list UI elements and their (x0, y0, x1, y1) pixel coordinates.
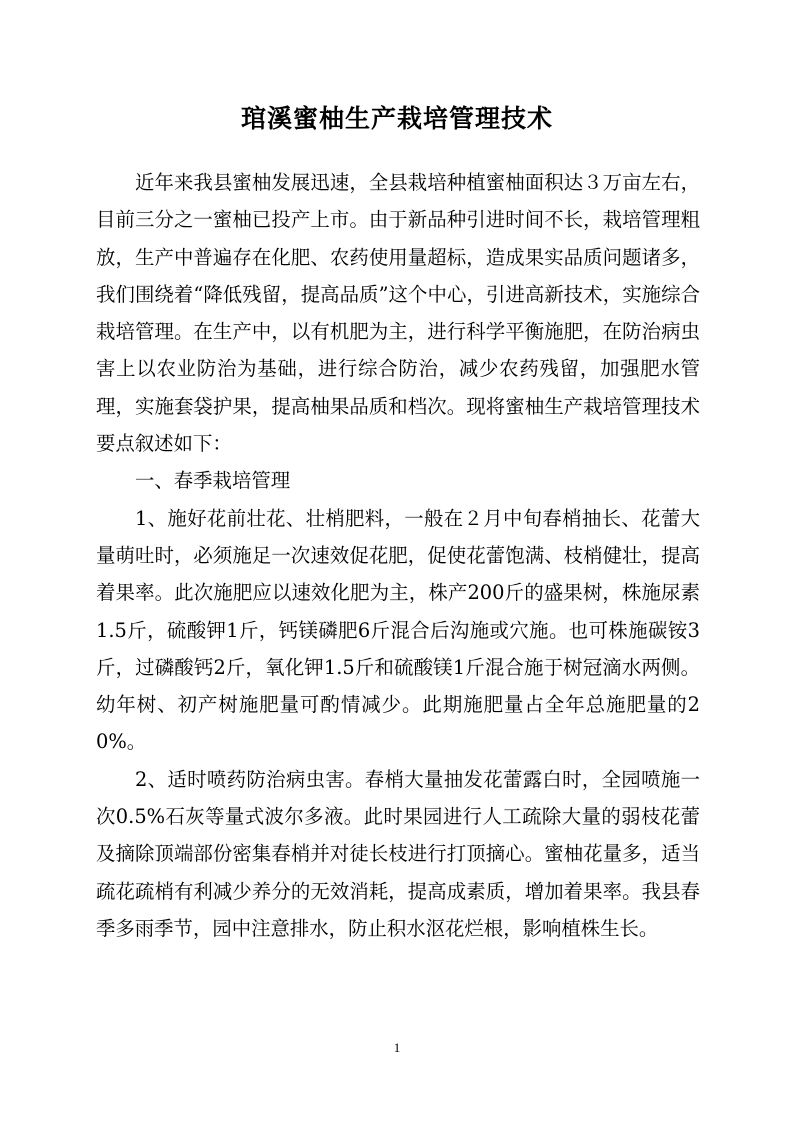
intro-paragraph: 近年来我县蜜柚发展迅速，全县栽培种植蜜柚面积达３万亩左右，目前三分之一蜜柚已投产上市。由于新品种引进时间不长，栽培管理粗放，生产中普遍存在化肥、农药使用量超标，造成果实品质问题诸多，我们围绕着“降低残留，提高品质”这个中心，引进高新技术，实施综合栽培管理。在生产中，以有机肥为主，进行科学平衡施肥，在防治病虫害上以农业防治为基础，进行综合防治，减少农药残留，加强肥水管理，实施套袋护果，提高柚果品质和档次。现将蜜柚生产栽培管理技术要点叙述如下： (96, 171, 700, 456)
section-heading-spring: 一、春季栽培管理 (135, 469, 291, 493)
document-title: 琯溪蜜柚生产栽培管理技术 (240, 104, 553, 133)
fertilizer-paragraph: 1、施好花前壮花、壮梢肥料，一般在２月中旬春梢抽长、花蕾大量萌吐时，必须施足一次速效促花肥，促使花蕾饱满、枝梢健壮，提高着果率。此次施肥应以速效化肥为主，株产200斤的盛果树，株施尿素1.5斤，硫酸钾1斤，钙镁磷肥6斤混合后沟施或穴施。也可株施碳铵3斤，过磷酸钙2斤，氧化钾1.5斤和硫酸镁1斤混合施于树冠滴水两侧。幼年树、初产树施肥量可酌情减少。此期施肥量占全年总施肥量的20%。 (96, 506, 700, 754)
document-body (96, 164, 700, 947)
page-number: 1 (393, 1040, 401, 1055)
pest-control-paragraph: 2、适时喷药防治病虫害。春梢大量抽发花蕾露白时，全园喷施一次0.5%石灰等量式波尔多液。此时果园进行人工疏除大量的弱枝花蕾及摘除顶端部份密集春梢并对徒长枝进行打顶摘心。蜜柚花量多，适当疏花疏梢有利减少养分的无效消耗，提高成素质，增加着果率。我县春季多雨季节，园中注意排水，防止积水沤花烂根，影响植株生长。 (96, 767, 700, 940)
